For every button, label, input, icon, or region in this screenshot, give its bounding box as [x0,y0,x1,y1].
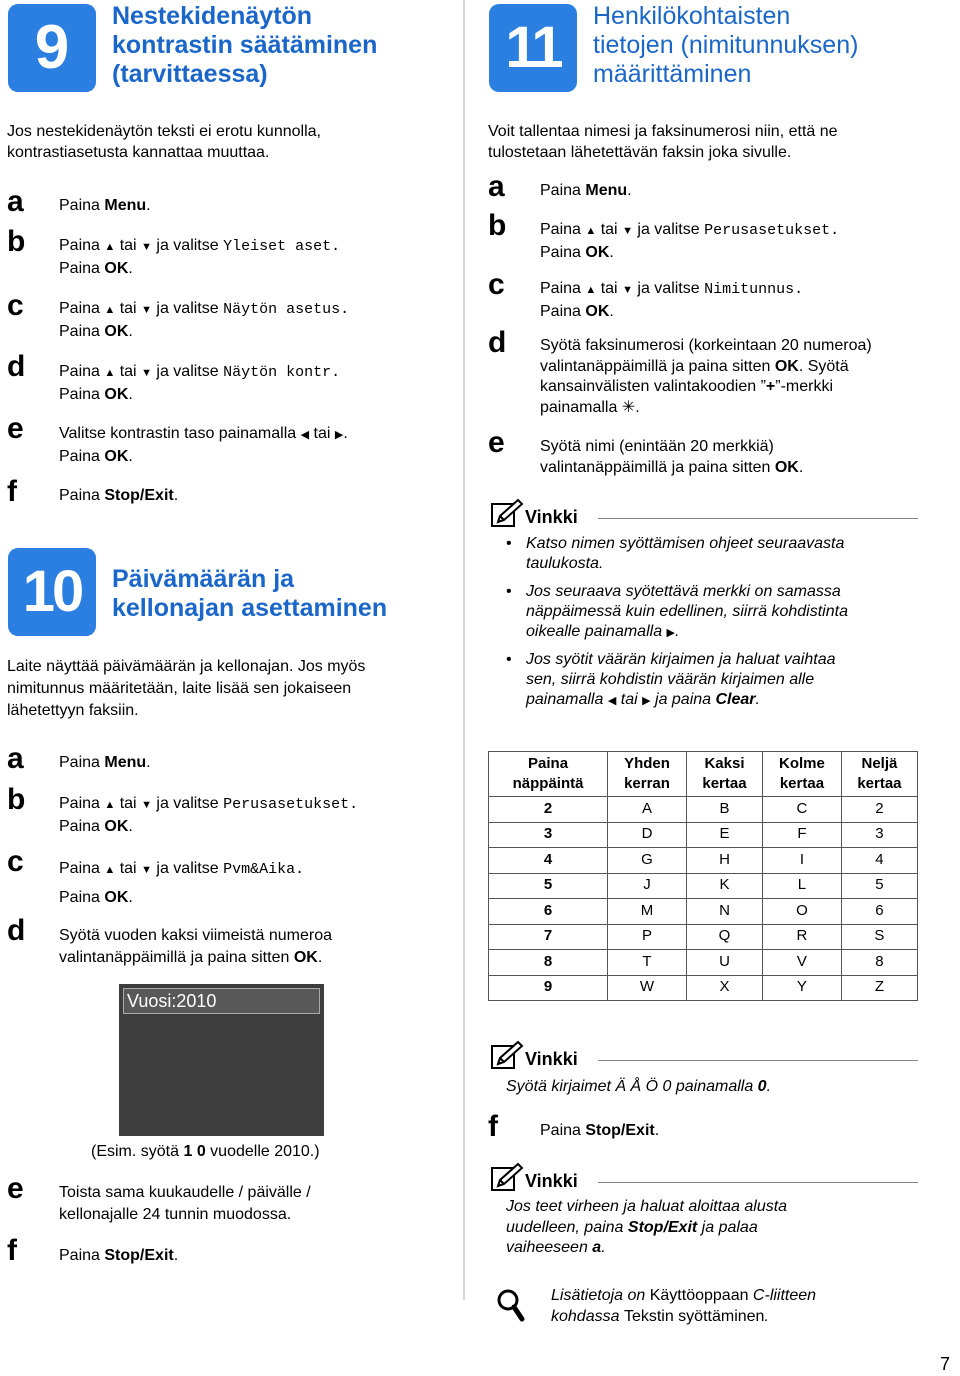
table-cell: C [763,797,842,823]
up-arrow-icon: ▲ [104,799,116,811]
table-cell: 9 [489,975,608,1001]
table-cell: T [608,950,687,976]
table-cell: A [608,797,687,823]
step-9a: Paina Menu. [59,197,151,214]
right-arrow-icon: ▶ [334,429,344,441]
pencil-note-icon [490,1162,524,1192]
step-10c: Paina ▲ tai ▼ ja valitse Pvm&Aika. Paina OK. [59,860,305,906]
step-letter: f [7,1234,17,1267]
down-arrow-icon: ▼ [141,241,152,253]
step-11c: Paina ▲ tai ▼ ja valitse Nimitunnus. Paina OK. [540,280,804,320]
lcd-text: Vuosi:2010 [123,988,320,1014]
step-number-9: 9 [8,4,96,92]
page-number: 7 [940,1354,951,1374]
step-letter: d [488,326,507,359]
step-letter: d [7,350,26,383]
magnifier-icon [496,1288,526,1322]
table-cell: E [686,822,762,848]
left-arrow-icon: ◀ [300,429,310,441]
table-row [489,924,918,950]
step-number-11: 11 [489,4,577,92]
step-letter: e [7,412,24,445]
hint-rule [598,518,918,519]
right-arrow-icon: ▶ [666,627,675,639]
step-letter: a [488,170,505,203]
step-letter: e [7,1172,24,1205]
column-divider [463,0,465,1300]
table-cell: Q [686,924,762,950]
left-arrow-icon: ◀ [607,695,617,707]
reference-note: Lisätietoja on Käyttöoppaan C-liitteen kohdassa Tekstin syöttäminen. [551,1287,817,1325]
table-header: Neljä kertaa [841,752,917,797]
step-9e: Valitse kontrastin taso painamalla ◀ tai ▶. Paina OK. [59,425,348,465]
lcd-example-caption: (Esim. syötä 1 0 vuodelle 2010.) [91,1143,320,1160]
hint-3: Jos teet virheen ja haluat aloittaa alusta uudelleen, paina Stop/Exit ja palaa vaiheeseen a. [506,1198,788,1256]
section-intro-10: Laite näyttää päivämäärän ja kellonajan. Jos myös nimitunnus määritetään, laite lisää sen jokaiseen lähetettyyn faksiin. [7,658,366,719]
down-arrow-icon: ▼ [141,864,152,876]
down-arrow-icon: ▼ [141,367,152,379]
table-cell: S [841,924,917,950]
table-header: Yhden kerran [608,752,687,797]
hint-bullet: • Jos syötit väärän kirjaimen ja haluat vaihtaa sen, siirrä kohdistin väärän kirjaimen alle painamalla ◀ tai ▶ ja paina Clear. [526,650,836,711]
hint-bullet: • Jos seuraava syötettävä merkki on samassa näppäimessä kuin edellinen, siirrä kohdistinta oikealle painamalla ▶. [526,582,848,643]
hint-2: Syötä kirjaimet Ä Å Ö 0 painamalla 0. [506,1078,772,1095]
section-title-11: Henkilökohtaisten tietojen (nimitunnuksen) määrittäminen [593,2,859,88]
section-title-10: Päivämäärän ja kellonajan asettaminen [112,565,388,622]
table-cell: D [608,822,687,848]
table-cell: B [686,797,762,823]
step-letter: f [7,475,17,508]
table-cell: Z [841,975,917,1001]
right-arrow-icon: ▶ [642,695,651,707]
table-cell: 3 [841,822,917,848]
pencil-note-icon [490,1040,524,1070]
step-11b: Paina ▲ tai ▼ ja valitse Perusasetukset. Paina OK. [540,221,840,261]
table-cell: H [686,848,762,874]
table-cell: 8 [841,950,917,976]
table-cell: M [608,899,687,925]
table-row [489,797,918,823]
up-arrow-icon: ▲ [104,367,116,379]
table-cell: J [608,873,687,899]
table-cell: F [763,822,842,848]
table-cell: O [763,899,842,925]
step-letter: c [7,845,24,878]
hint-bullet: • Katso nimen syöttämisen ohjeet seuraavasta taulukosta. [526,534,844,574]
step-11e: Syötä nimi (enintään 20 merkkiä) valintanäppäimillä ja paina sitten OK. [540,438,804,476]
hint-title: Vinkki [525,1171,578,1191]
table-cell: N [686,899,762,925]
step-9f: Paina Stop/Exit. [59,487,179,504]
up-arrow-icon: ▲ [104,241,116,253]
step-letter: a [7,185,24,218]
table-cell: X [686,975,762,1001]
table-row [489,873,918,899]
table-header-row [489,752,918,797]
section-intro-11: Voit tallentaa nimesi ja faksinumerosi niin, että ne tulostetaan lähetettävän faksin joka sivulle. [488,123,838,161]
step-9b: Paina ▲ tai ▼ ja valitse Yleiset aset. Paina OK. [59,237,341,277]
down-arrow-icon: ▼ [141,799,152,811]
step-10f: Paina Stop/Exit. [59,1247,179,1264]
up-arrow-icon: ▲ [585,225,597,237]
table-cell: U [686,950,762,976]
step-letter: d [7,914,26,947]
up-arrow-icon: ▲ [104,864,116,876]
table-cell: 4 [841,848,917,874]
table-row [489,899,918,925]
step-letter: e [488,426,505,459]
step-letter: c [7,289,24,322]
table-cell: 2 [489,797,608,823]
step-letter: b [7,225,26,258]
table-cell: 5 [841,873,917,899]
down-arrow-icon: ▼ [622,225,633,237]
asterisk-key-icon: ✳ [621,398,636,416]
step-10e: Toista sama kuukaudelle / päivälle / kellonajalle 24 tunnin muodossa. [59,1184,311,1223]
table-cell: 4 [489,848,608,874]
table-cell: 8 [489,950,608,976]
table-cell: 6 [841,899,917,925]
table-cell: 2 [841,797,917,823]
keypad-letters-table [488,751,918,1001]
step-10d: Syötä vuoden kaksi viimeistä numeroa valintanäppäimillä ja paina sitten OK. [59,927,333,966]
pencil-note-icon [490,498,524,528]
table-cell: G [608,848,687,874]
step-11d: Syötä faksinumerosi (korkeintaan 20 numeroa) valintanäppäimillä ja paina sitten OK. Syötä kansainvälisten valintakoodien ”+”-merkki painamalla ✳. [540,337,872,416]
table-cell: I [763,848,842,874]
step-10a: Paina Menu. [59,754,151,771]
step-9c: Paina ▲ tai ▼ ja valitse Näytön asetus. Paina OK. [59,300,350,340]
step-11f: Paina Stop/Exit. [540,1122,660,1139]
lcd-display [119,984,324,1136]
table-cell: L [763,873,842,899]
hint-rule [598,1060,918,1061]
table-row [489,975,918,1001]
table-cell: K [686,873,762,899]
table-header: Kaksi kertaa [686,752,762,797]
table-cell: 6 [489,899,608,925]
table-cell: 3 [489,822,608,848]
step-9d: Paina ▲ tai ▼ ja valitse Näytön kontr. Paina OK. [59,363,341,403]
up-arrow-icon: ▲ [104,304,116,316]
table-cell: W [608,975,687,1001]
table-row [489,822,918,848]
up-arrow-icon: ▲ [585,284,597,296]
step-letter: b [7,783,26,816]
hint-title: Vinkki [525,1049,578,1069]
step-letter: a [7,742,24,775]
table-cell: 7 [489,924,608,950]
table-cell: P [608,924,687,950]
down-arrow-icon: ▼ [141,304,152,316]
hint-rule [598,1182,918,1183]
step-letter: f [488,1110,498,1143]
step-10b: Paina ▲ tai ▼ ja valitse Perusasetukset. Paina OK. [59,795,359,835]
step-number-10: 10 [8,548,96,636]
table-cell: Y [763,975,842,1001]
section-intro-9: Jos nestekidenäytön teksti ei erotu kunnolla, kontrastiasetusta kannattaa muuttaa. [7,123,321,161]
section-title-9: Nestekidenäytön kontrastin säätäminen (tarvittaessa) [112,2,378,88]
table-cell: 5 [489,873,608,899]
table-cell: R [763,924,842,950]
down-arrow-icon: ▼ [622,284,633,296]
step-11a: Paina Menu. [540,182,632,199]
table-cell: V [763,950,842,976]
step-letter: b [488,209,507,242]
table-row [489,848,918,874]
table-header: Kolme kertaa [763,752,842,797]
hint-title: Vinkki [525,507,578,527]
step-letter: c [488,268,505,301]
table-row [489,950,918,976]
table-header: Paina näppäintä [489,752,608,797]
